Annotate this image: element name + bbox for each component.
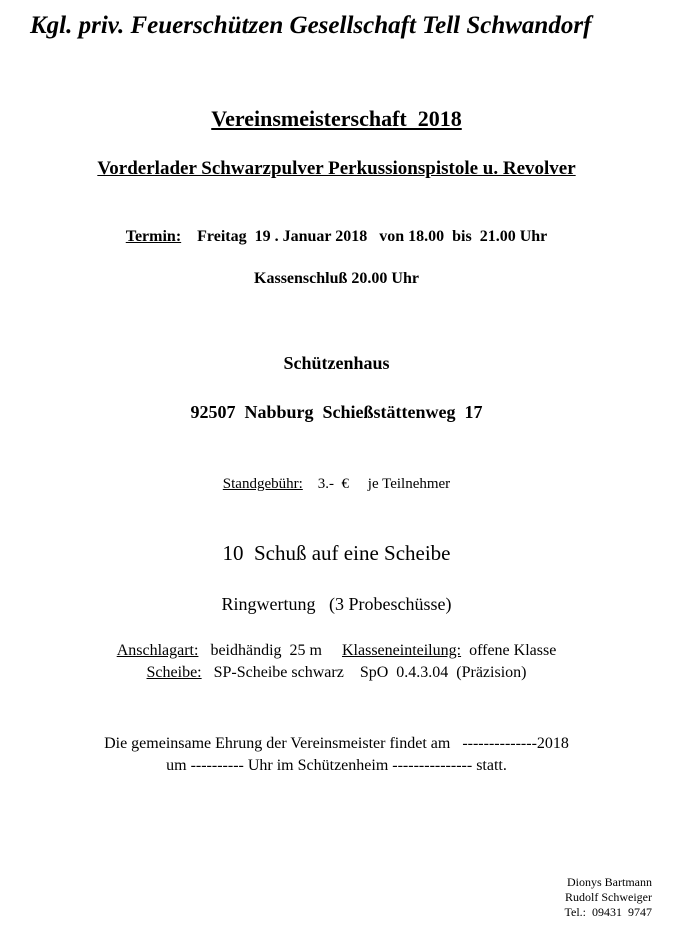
termin-label: Termin:	[125, 228, 182, 245]
klasse-value: offene Klasse	[461, 642, 557, 659]
anschlag-value: beidhändig 25 m	[198, 642, 342, 659]
termin-value: Freitag 19 . Januar 2018 von 18.00 bis 21.00 Uhr	[181, 228, 548, 245]
scheibe-line	[0, 664, 673, 682]
venue-address: 92507 Nabburg Schießstättenweg 17	[190, 402, 483, 422]
page-title: Vereinsmeisterschaft 2018	[211, 106, 462, 131]
ehrung-line-2: um ---------- Uhr im Schützenheim --------------- statt.	[166, 757, 507, 774]
scheibe-label: Scheibe:	[146, 664, 202, 681]
contact-phone: Tel.: 09431 9747	[564, 905, 652, 919]
termin-line	[0, 228, 673, 246]
club-header: Kgl. priv. Feuerschützen Gesellschaft Tell Schwandorf	[30, 12, 592, 39]
anschlag-line	[0, 642, 673, 660]
fee-line	[0, 476, 673, 493]
competition-subtitle: Vorderlader Schwarzpulver Perkussionspistole u. Revolver	[97, 158, 576, 179]
fee-label: Standgebühr:	[222, 476, 303, 492]
fee-value: 3.- € je Teilnehmer	[302, 476, 451, 492]
anschlag-label: Anschlagart:	[116, 642, 199, 659]
contact-name-2: Rudolf Schweiger	[565, 890, 652, 904]
rating-line: Ringwertung (3 Probeschüsse)	[221, 594, 452, 614]
ehrung-line-1: Die gemeinsame Ehrung der Vereinsmeister findet am --------------2018	[104, 735, 569, 752]
shots-line: 10 Schuß auf eine Scheibe	[222, 541, 451, 565]
scheibe-value: SP-Scheibe schwarz SpO 0.4.3.04 (Präzision)	[201, 664, 527, 681]
kassenschluss-line: Kassenschluß 20.00 Uhr	[254, 270, 419, 287]
contact-name-1: Dionys Bartmann	[567, 875, 652, 889]
klasse-label: Klasseneinteilung:	[341, 642, 462, 659]
venue-name: Schützenhaus	[283, 353, 390, 373]
